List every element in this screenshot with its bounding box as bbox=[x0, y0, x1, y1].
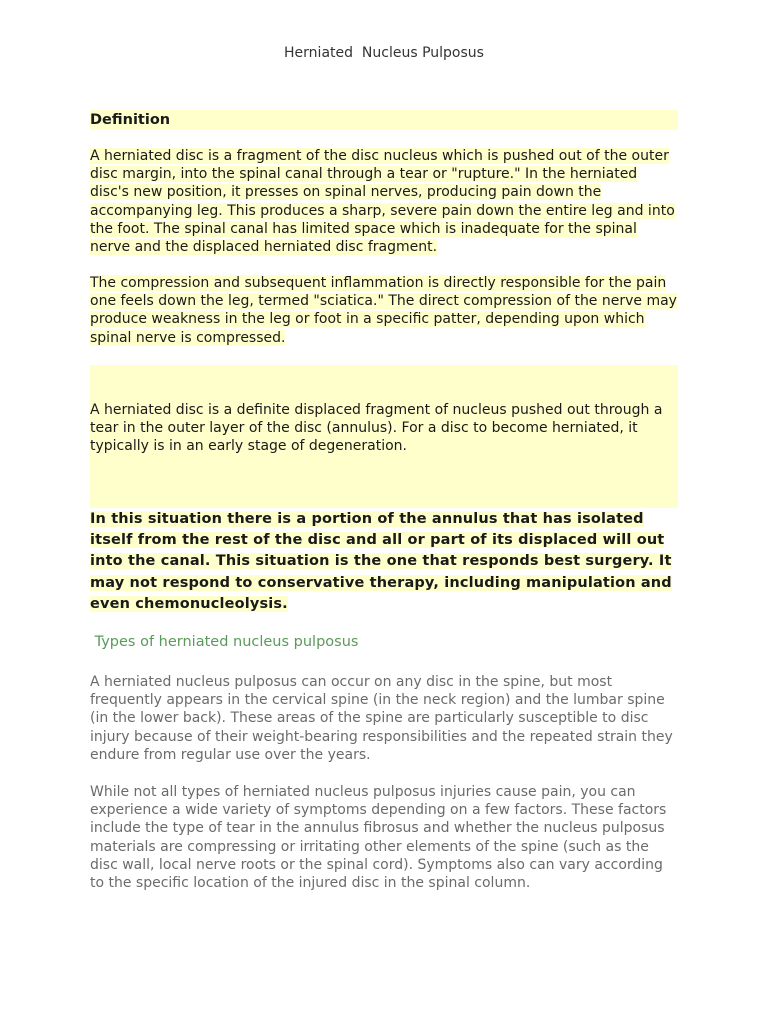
bold-paragraph-text: In this situation there is a portion of the annulus that has isolated itself from the rest of the disc and all or part of its displaced will out into the canal. This situation is the one that responds best surgery. It may not respond to conservative therapy, including manipulation and even chemonucleolysis. bbox=[90, 511, 672, 612]
types-heading: Types of herniated nucleus pulposus bbox=[90, 634, 359, 650]
definition-paragraph-2 bbox=[90, 274, 678, 347]
paragraph-1-text: A herniated disc is a fragment of the disc nucleus which is pushed out of the outer disc margin, into the spinal canal through a tear or "rupture." In the herniated disc's new position, it presses on spinal nerves, producing pain down the accompanying leg. This produces a sharp, severe pain down the entire leg and into the foot. The spinal canal has limited space which is inadequate for the spinal nerve and the displaced herniated disc fragment. bbox=[90, 148, 675, 256]
paragraph-2-text: The compression and subsequent inflammation is directly responsible for the pain one feels down the leg, termed "sciatica." The direct compression of the nerve may produce weakness in the leg or foot in a specific patter, depending upon which spinal nerve is compressed. bbox=[90, 275, 677, 346]
types-paragraph-1: A herniated nucleus pulposus can occur on any disc in the spine, but most frequently appears in the cervical spine (in the neck region) and the lumbar spine (in the lower back). These areas of the spine are particularly susceptible to disc injury because of their weight-bearing responsibilities and the repeated strain they endure from regular use over the years. bbox=[90, 674, 673, 763]
definition-heading: Definition bbox=[90, 110, 678, 130]
definition-paragraph-1 bbox=[90, 147, 678, 256]
page-title: Herniated Nucleus Pulposus bbox=[284, 45, 484, 61]
types-paragraph-2: While not all types of herniated nucleus pulposus injuries cause pain, you can experience a wide variety of symptoms depending on a few factors. These factors include the type of tear in the annulus fibrosus and whether the nucleus pulposus materials are compressing or irritating other elements of the spine (such as the disc wall, local nerve roots or the spinal cord). Symptoms also can vary according to the specific location of the injured disc in the spinal column. bbox=[90, 784, 667, 892]
definition-paragraph-3: A herniated disc is a definite displaced fragment of nucleus pushed out through a tear in the outer layer of the disc (annulus). For a disc to become herniated, it typically is in an early stage of degeneration. bbox=[90, 402, 663, 455]
bold-paragraph bbox=[90, 509, 678, 615]
